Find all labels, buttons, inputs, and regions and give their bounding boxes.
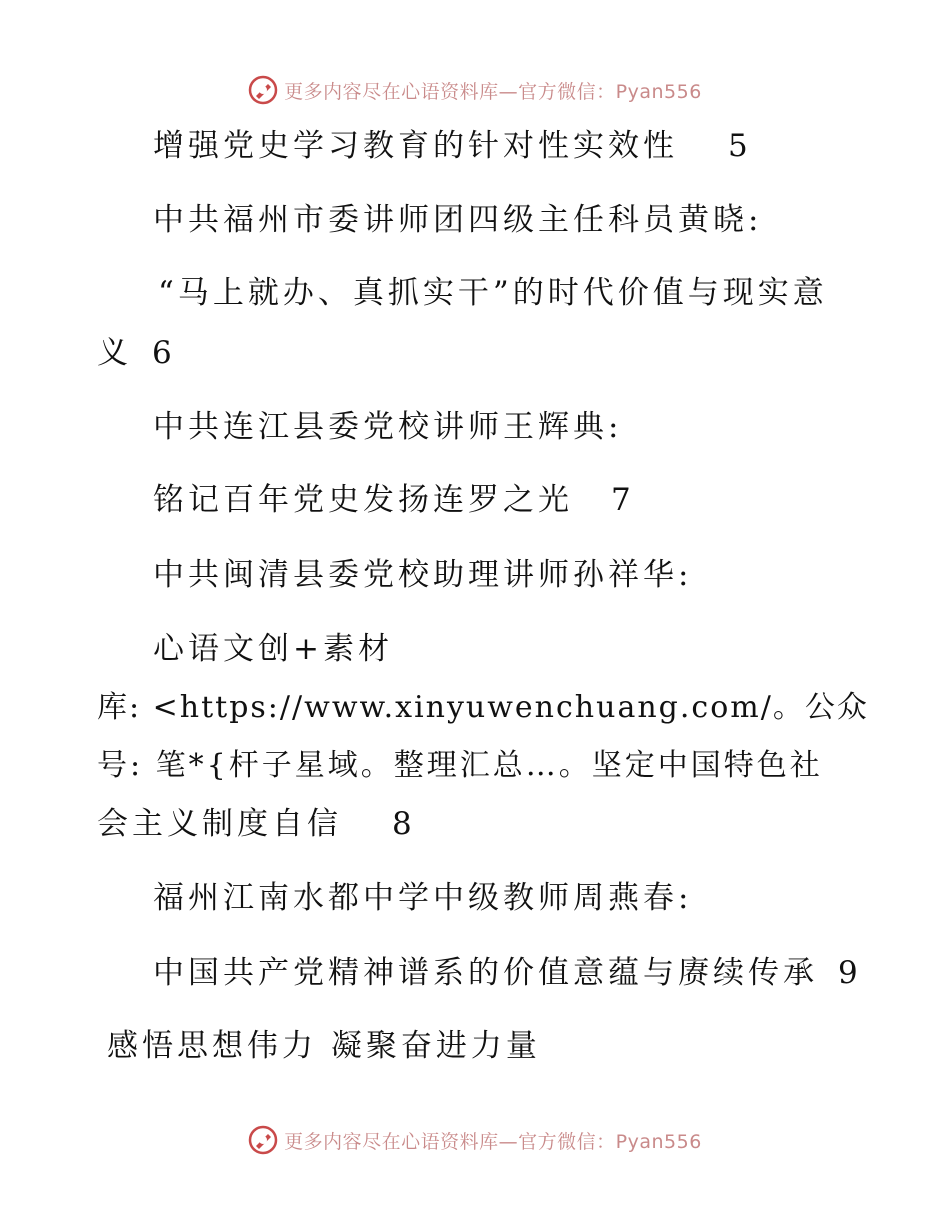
toc-line-text: 库: <https://www.xinyuwenchuang.com/。公众 [97, 690, 869, 725]
toc-line-4 [97, 333, 176, 373]
toc-line-text: “马上就办、真抓实干”的时代价值与现实意 [158, 275, 828, 311]
pen-logo-icon [248, 75, 278, 105]
toc-line-13 [153, 953, 862, 993]
toc-page-number: 6 [152, 335, 176, 371]
watermark-text: 更多内容尽在心语资料库—官方微信：Pyan556 [284, 80, 702, 103]
watermark-banner-top [0, 70, 950, 110]
toc-line-text: 义 [97, 335, 132, 371]
watermark-banner-bottom [0, 1120, 950, 1160]
pen-logo-icon [248, 1125, 278, 1155]
toc-line-text: 增强党史学习教育的针对性实效性 [153, 128, 678, 164]
toc-line-10 [97, 746, 823, 786]
toc-line-5 [153, 407, 622, 447]
toc-line-text: 会主义制度自信 [97, 806, 342, 842]
toc-page-number: 8 [392, 806, 416, 842]
toc-page-number: 7 [611, 482, 635, 518]
toc-line-text: 福州江南水都中学中级教师周燕春: [153, 880, 693, 916]
toc-line-text: 中共福州市委讲师团四级主任科员黄晓: [153, 202, 763, 238]
toc-line-9 [97, 688, 869, 728]
toc-line-text: 心语文创+素材 [153, 631, 393, 667]
toc-line-11 [97, 804, 416, 844]
toc-line-8 [153, 629, 393, 669]
watermark-text: 更多内容尽在心语资料库—官方微信：Pyan556 [284, 1130, 702, 1153]
toc-line-3 [158, 273, 828, 313]
toc-page-number: 5 [728, 128, 752, 164]
toc-line-14 [107, 1026, 541, 1066]
toc-line-text: 感悟思想伟力 凝聚奋进力量 [107, 1028, 541, 1064]
toc-line-text: 中国共产党精神谱系的价值意蕴与赓续传承 [153, 955, 818, 991]
toc-line-text: 号: 笔*{杆子星域。整理汇总…。坚定中国特色社 [97, 748, 823, 783]
toc-line-7 [153, 555, 692, 595]
toc-line-text: 中共闽清县委党校助理讲师孙祥华: [153, 557, 693, 593]
toc-line-text: 中共连江县委党校讲师王辉典: [153, 409, 623, 445]
toc-page-number: 9 [838, 955, 862, 991]
toc-line-6 [153, 480, 635, 520]
toc-line-2 [153, 200, 762, 240]
toc-line-text: 铭记百年党史发扬连罗之光 [153, 482, 573, 518]
toc-line-12 [153, 878, 692, 918]
toc-line-1 [153, 126, 752, 166]
